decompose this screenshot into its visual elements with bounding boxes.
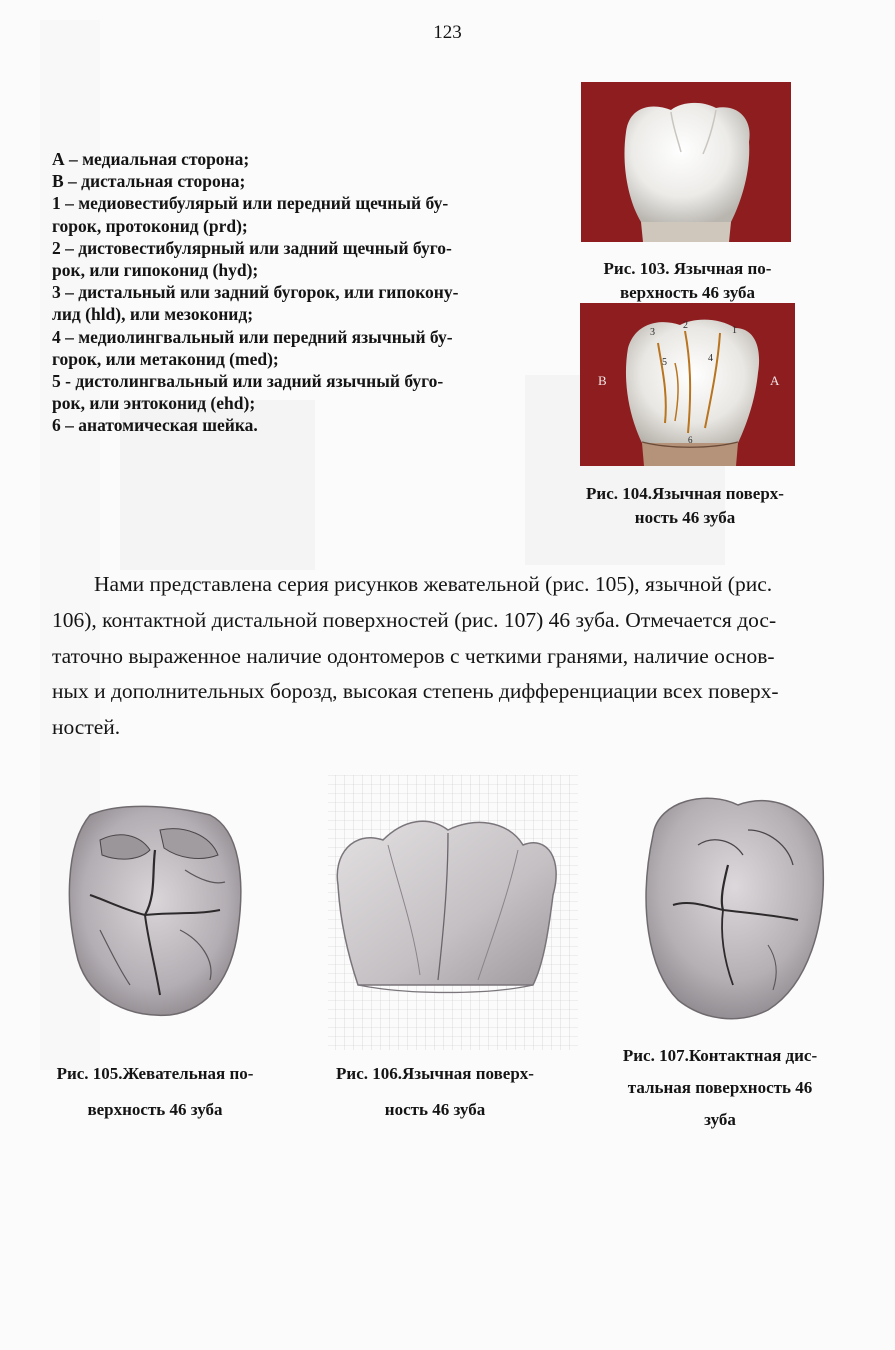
paragraph-line: Нами представлена серия рисунков жевательной (рис. 105), язычной (рис. xyxy=(94,572,773,596)
page-number: 123 xyxy=(433,22,462,43)
paragraph-line: таточно выраженное наличие одонтомеров с четкими гранями, наличие основ- xyxy=(52,643,775,668)
legend-line: рок, или гипоконид (hyd); xyxy=(52,260,259,281)
legend-line: горок, или метаконид (med); xyxy=(52,348,279,369)
legend-line: 4 – медиолингвальный или передний язычный бу- xyxy=(52,326,453,347)
side-label-a: A xyxy=(770,373,780,388)
legend-line: 3 – дистальный или задний бугорок, или гипокону- xyxy=(52,282,459,303)
paragraph-line: 106), контактной дистальной поверхностей (рис. 107) 46 зуба. Отмечается дос- xyxy=(52,607,777,632)
figure-caption-107: Рис. 107.Контактная дис- тальная поверхность 46 зуба xyxy=(622,1046,818,1129)
tooth-distal-drawing-icon xyxy=(628,785,833,1025)
tooth-drawing-fig105 xyxy=(60,800,250,1020)
cusp-label-3: 3 xyxy=(650,327,655,338)
legend-line: В – дистальная сторона; xyxy=(52,171,246,192)
tooth-lingual-drawing-grid-icon xyxy=(308,775,583,1055)
legend-line: 6 – анатомическая шейка. xyxy=(52,415,258,436)
tooth-photo-fig104 xyxy=(580,303,795,466)
cusp-label-5: 5 xyxy=(662,357,667,368)
paragraph-line: ных и дополнительных борозд, высокая степень дифференциации всех поверх- xyxy=(52,679,779,704)
tooth-drawing-fig106 xyxy=(308,775,583,1055)
tooth-lingual-labeled-photo-icon xyxy=(580,303,795,466)
legend-line: 1 – медиовестибулярый или передний щечный бу- xyxy=(52,193,449,214)
legend-line: А – медиальная сторона; xyxy=(52,149,250,169)
cusp-label-4: 4 xyxy=(708,353,713,364)
tooth-drawing-fig107 xyxy=(628,785,833,1025)
neck-label-6: 6 xyxy=(688,435,693,445)
body-paragraph xyxy=(52,567,862,746)
tooth-photo-fig103 xyxy=(581,82,791,242)
tooth-lingual-photo-icon xyxy=(581,82,791,242)
legend-line: 2 – дистовестибулярный или задний щечный буго- xyxy=(52,237,452,258)
side-label-b: B xyxy=(598,373,607,388)
figure-caption-105: Рис. 105.Жевательная по- верхность 46 зуба xyxy=(56,1064,254,1119)
tooth-occlusal-drawing-icon xyxy=(60,800,250,1020)
cusp-label-2: 2 xyxy=(683,320,688,331)
legend-line: лид (hld), или мезоконид; xyxy=(52,304,254,325)
figure-caption-106: Рис. 106.Язычная поверх- ность 46 зуба xyxy=(336,1064,534,1119)
legend-line: рок, или энтоконид (ehd); xyxy=(52,393,256,414)
legend-line: 5 - дистолингвальный или задний язычный буго- xyxy=(52,371,444,392)
figure-caption-104: Рис. 104.Язычная поверх- ность 46 зуба xyxy=(586,484,784,527)
figure-caption-103: Рис. 103. Язычная по- верхность 46 зуба xyxy=(603,259,772,302)
cusp-label-1: 1 xyxy=(732,325,737,336)
legend-line: горок, протоконид (prd); xyxy=(52,215,248,236)
figure-legend xyxy=(52,148,532,437)
paragraph-line: ностей. xyxy=(52,715,121,740)
